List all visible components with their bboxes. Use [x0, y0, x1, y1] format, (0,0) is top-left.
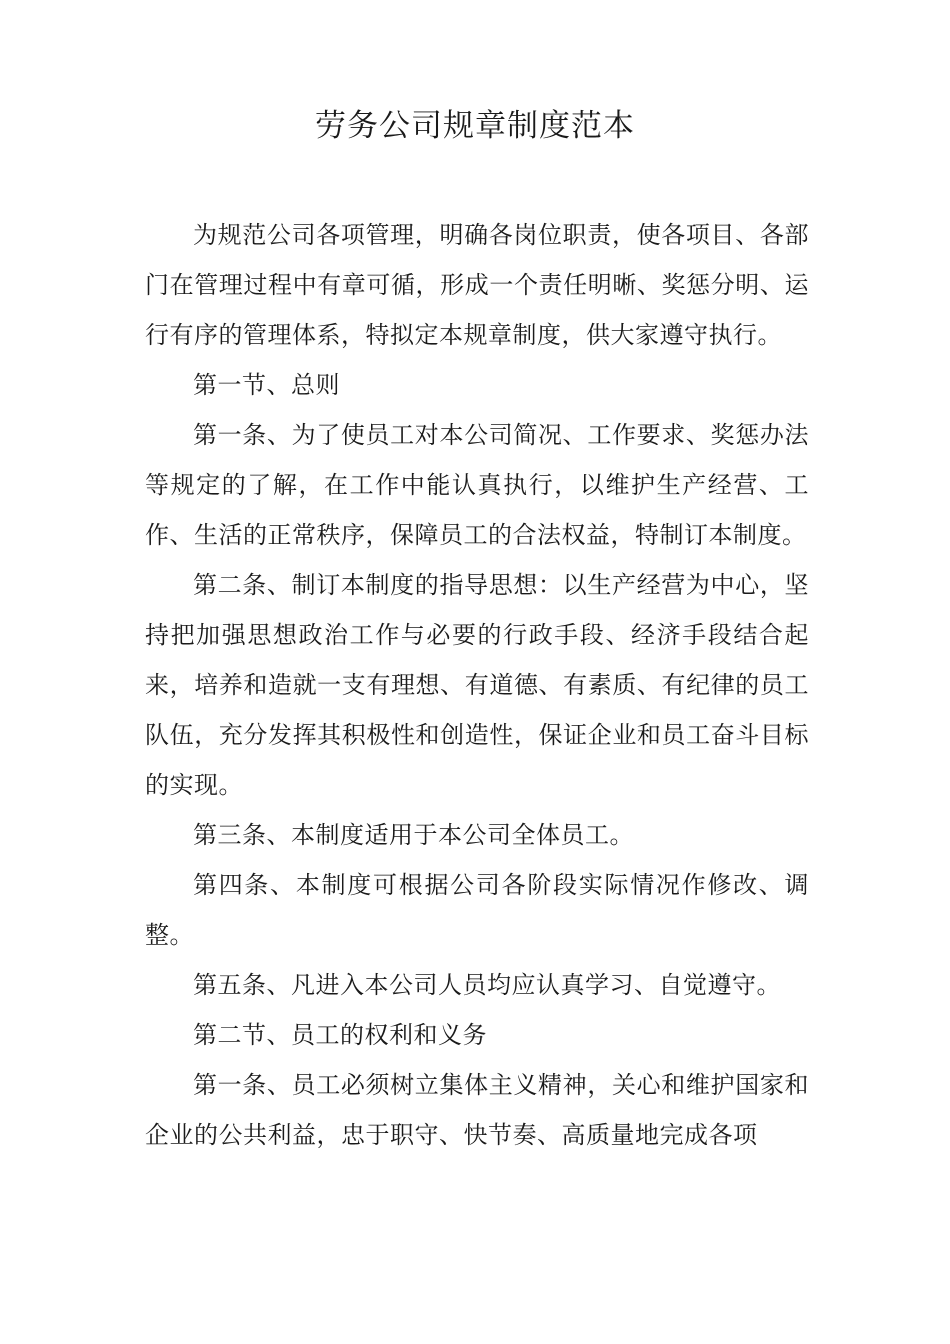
paragraph-article-5: 第五条、凡进入本公司人员均应认真学习、自觉遵守。 — [193, 971, 781, 999]
section-heading-general: 第一节、总则 — [193, 371, 340, 399]
paragraph-article-4: 第四条、本制度可根据公司各阶段实际情况作修改、调整。 — [145, 871, 809, 949]
document-title: 劳务公司规章制度范本 — [315, 108, 635, 144]
document-body — [145, 210, 809, 1160]
paragraph-article-2: 第二条、制订本制度的指导思想：以生产经营为中心，坚持把加强思想政治工作与必要的行政手段、经济手段结合起来，培养和造就一支有理想、有道德、有素质、有纪律的员工队伍，充分发挥其积极性和创造性，保证企业和员工奋斗目标的实现。 — [145, 571, 809, 799]
paragraph-section2-article-1: 第一条、员工必须树立集体主义精神，关心和维护国家和企业的公共利益，忠于职守、快节奏、高质量地完成各项 — [145, 1071, 809, 1149]
section-heading-rights-duties: 第二节、员工的权利和义务 — [193, 1021, 487, 1049]
paragraph-article-3: 第三条、本制度适用于本公司全体员工。 — [193, 821, 634, 849]
paragraph-article-1: 第一条、为了使员工对本公司简况、工作要求、奖惩办法等规定的了解，在工作中能认真执行，以维护生产经营、工作、生活的正常秩序，保障员工的合法权益，特制订本制度。 — [145, 421, 809, 549]
paragraph-intro: 为规范公司各项管理，明确各岗位职责，使各项目、各部门在管理过程中有章可循，形成一个责任明晰、奖惩分明、运行有序的管理体系，特拟定本规章制度，供大家遵守执行。 — [145, 221, 809, 349]
